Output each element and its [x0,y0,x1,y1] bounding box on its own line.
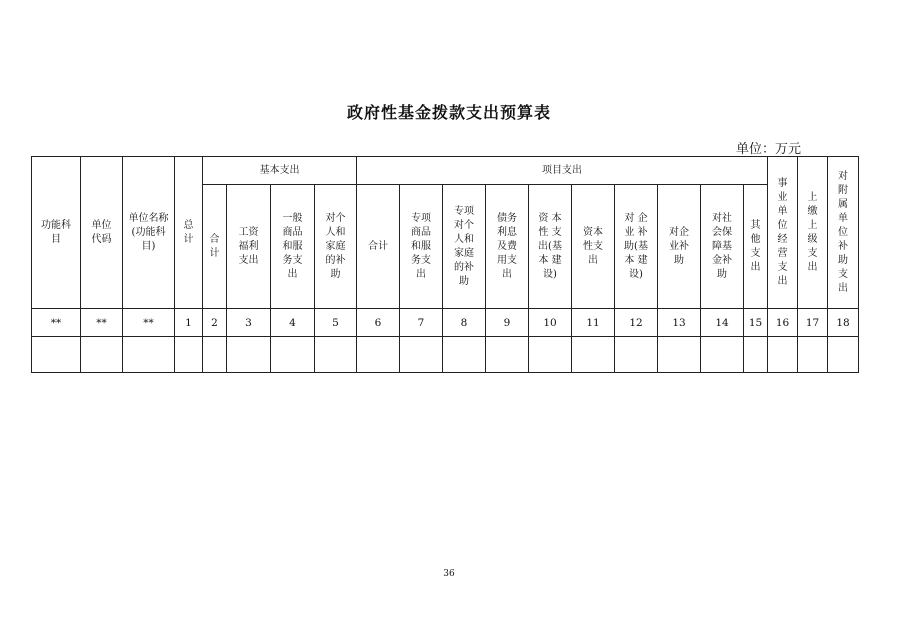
number-cell: ** [81,309,123,337]
data-cell [203,337,227,373]
header-basic-personal: 对个 人和 家庭 的补 助 [315,185,357,309]
number-cell: 15 [744,309,768,337]
header-proj-sum: 合计 [357,185,400,309]
header-proj-enterprise: 对企 业补 助 [658,185,701,309]
data-cell [529,337,572,373]
number-cell: 10 [529,309,572,337]
number-cell: 18 [828,309,859,337]
number-cell: 2 [203,309,227,337]
data-cell [400,337,443,373]
header-proj-personal: 专项 对个 人和 家庭 的补 助 [443,185,486,309]
number-cell: 9 [486,309,529,337]
number-cell: 8 [443,309,486,337]
header-proj-social: 对社 会保 障基 金补 助 [701,185,744,309]
page-number: 36 [443,569,455,579]
header-proj-enterprise-basic: 对 企 业 补 助(基 本 建 设) [615,185,658,309]
data-cell [81,337,123,373]
empty-data-row [32,337,859,373]
page-title: 政府性基金拨款支出预算表 [346,103,551,122]
number-cell: 16 [768,309,798,337]
data-cell [443,337,486,373]
header-basic-sum: 合 计 [203,185,227,309]
number-cell: 11 [572,309,615,337]
data-cell [271,337,315,373]
number-cell: ** [123,309,175,337]
data-cell [701,337,744,373]
header-upper: 上 缴 上 级 支 出 [798,157,828,309]
header-unit-name: 单位名称 (功能科 目) [123,157,175,309]
header-proj-goods: 专项 商品 和服 务支 出 [400,185,443,309]
number-cell: 4 [271,309,315,337]
unit-label: 单位：万元 [736,142,802,157]
data-cell [744,337,768,373]
header-proj-debt: 债务 利息 及费 用支 出 [486,185,529,309]
numbering-row [32,309,859,337]
data-cell [768,337,798,373]
header-basic-group: 基本支出 [203,157,357,185]
budget-table [31,156,859,373]
header-proj-other: 其 他 支 出 [744,185,768,309]
header-project-group: 项目支出 [357,157,768,185]
header-total: 总 计 [175,157,203,309]
number-cell: 1 [175,309,203,337]
header-proj-capital: 资本 性支 出 [572,185,615,309]
header-business: 事 业 单 位 经 营 支 出 [768,157,798,309]
data-cell [615,337,658,373]
data-cell [572,337,615,373]
number-cell: 5 [315,309,357,337]
header-func-subject: 功能科 目 [32,157,81,309]
data-cell [798,337,828,373]
number-cell: 12 [615,309,658,337]
data-cell [486,337,529,373]
data-cell [175,337,203,373]
header-unit-code: 单位 代码 [81,157,123,309]
data-cell [658,337,701,373]
number-cell: 17 [798,309,828,337]
data-cell [828,337,859,373]
number-cell: 13 [658,309,701,337]
number-cell: 3 [227,309,271,337]
number-cell: 14 [701,309,744,337]
data-cell [357,337,400,373]
data-cell [315,337,357,373]
data-cell [227,337,271,373]
data-cell [32,337,81,373]
data-cell [123,337,175,373]
number-cell: 7 [400,309,443,337]
number-cell: 6 [357,309,400,337]
header-proj-capital-basic: 资 本 性 支 出(基 本 建 设) [529,185,572,309]
header-basic-goods: 一般 商品 和服 务支 出 [271,185,315,309]
header-subsidiary: 对 附 属 单 位 补 助 支 出 [828,157,859,309]
number-cell: ** [32,309,81,337]
header-basic-wage: 工资 福利 支出 [227,185,271,309]
